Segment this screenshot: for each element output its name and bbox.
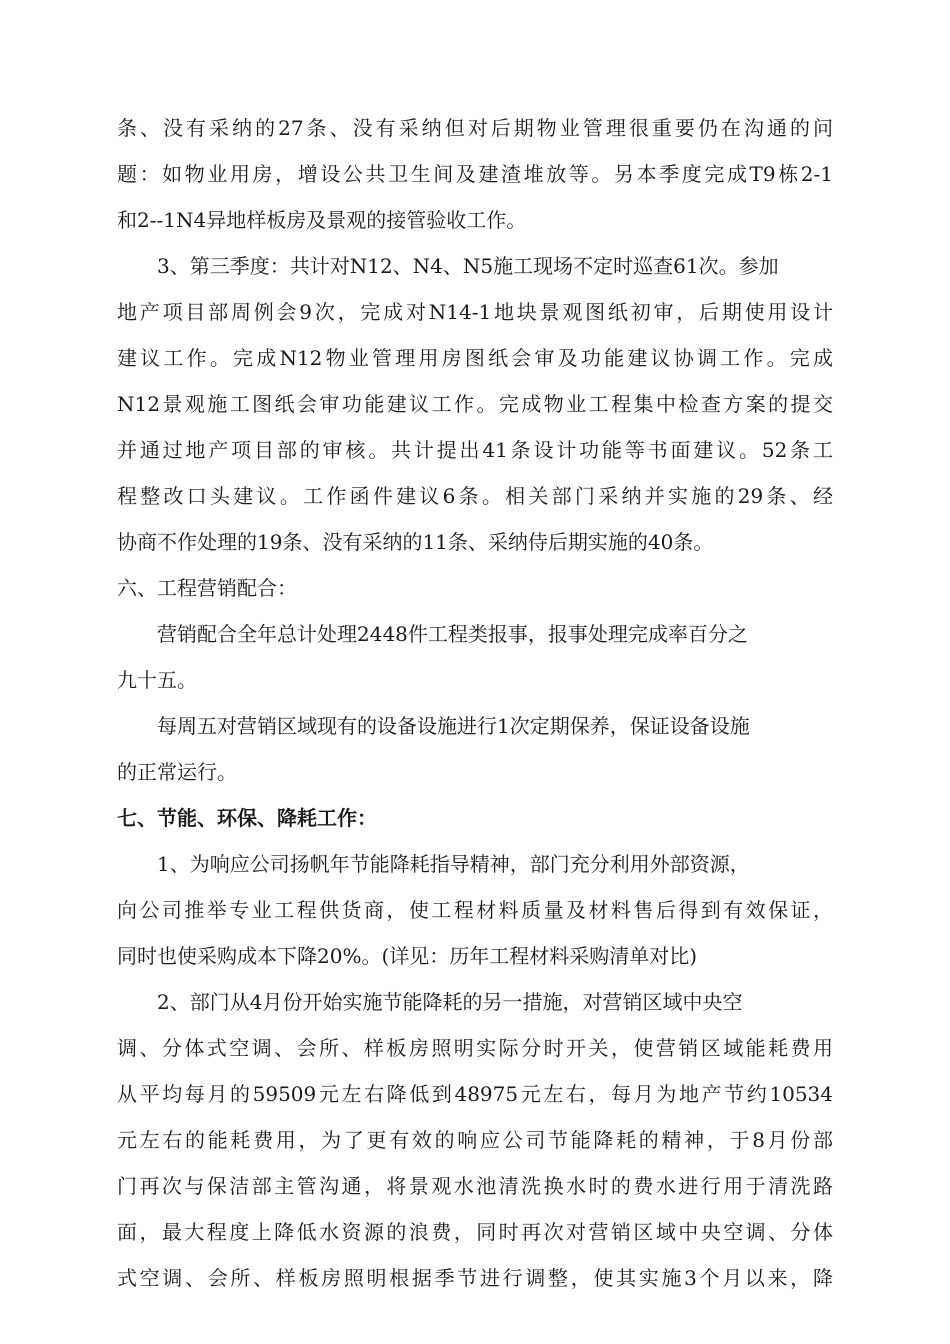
text-line: 元左右的能耗费用，为了更有效的响应公司节能降耗的精神，于8月份部 xyxy=(117,1128,833,1152)
text-line: 条、没有采纳的27条、没有采纳但对后期物业管理很重要仍在沟通的问 xyxy=(117,116,833,140)
text-line: 题：如物业用房，增设公共卫生间及建渣堆放等。另本季度完成T9栋2-1 xyxy=(117,162,833,186)
text-line: 式空调、会所、样板房照明根据季节进行调整，使其实施3个月以来，降 xyxy=(117,1266,833,1290)
text-line: 2、部门从4月份开始实施节能降耗的另一措施，对营销区域中央空 xyxy=(157,990,743,1014)
text-line: 九十五。 xyxy=(117,668,197,692)
section-heading: 六、工程营销配合： xyxy=(117,576,297,600)
text-line: 协商不作处理的19条、没有采纳的11条、采纳侍后期实施的40条。 xyxy=(117,530,714,554)
text-line: 每周五对营销区域现有的设备设施进行1次定期保养，保证设备设施 xyxy=(157,714,750,738)
text-line: 并通过地产项目部的审核。共计提出41条设计功能等书面建议。52条工 xyxy=(117,438,833,462)
text-line: 1、为响应公司扬帆年节能降耗指导精神，部门充分利用外部资源， xyxy=(157,852,750,876)
text-line: 同时也使采购成本下降20%。(详见：历年工程材料采购清单对比) xyxy=(117,944,698,968)
text-line: N12景观施工图纸会审功能建议工作。完成物业工程集中检查方案的提交 xyxy=(117,392,833,416)
section-heading: 七、节能、环保、降耗工作： xyxy=(117,806,377,830)
text-line: 从平均每月的59509元左右降低到48975元左右，每月为地产节约10534 xyxy=(117,1082,833,1106)
text-line: 地产项目部周例会9次，完成对N14-1地块景观图纸初审，后期使用设计 xyxy=(117,300,833,324)
text-line: 调、分体式空调、会所、样板房照明实际分时开关，使营销区域能耗费用 xyxy=(117,1036,833,1060)
text-line: 的正常运行。 xyxy=(117,760,237,784)
text-line: 3、第三季度：共计对N12、N4、N5施工现场不定时巡查61次。参加 xyxy=(157,254,779,278)
text-line: 和2--1N4异地样板房及景观的接管验收工作。 xyxy=(117,208,527,232)
text-line: 程整改口头建议。工作函件建议6条。相关部门采纳并实施的29条、经 xyxy=(117,484,833,508)
text-line: 面，最大程度上降低水资源的浪费，同时再次对营销区域中央空调、分体 xyxy=(117,1220,833,1244)
text-line: 营销配合全年总计处理2448件工程类报事，报事处理完成率百分之 xyxy=(157,622,748,646)
text-line: 向公司推举专业工程供货商，使工程材料质量及材料售后得到有效保证， xyxy=(117,898,833,922)
text-line: 门再次与保洁部主管沟通，将景观水池清洗换水时的费水进行用于清洗路 xyxy=(117,1174,833,1198)
text-line: 建议工作。完成N12物业管理用房图纸会审及功能建议协调工作。完成 xyxy=(117,346,833,370)
